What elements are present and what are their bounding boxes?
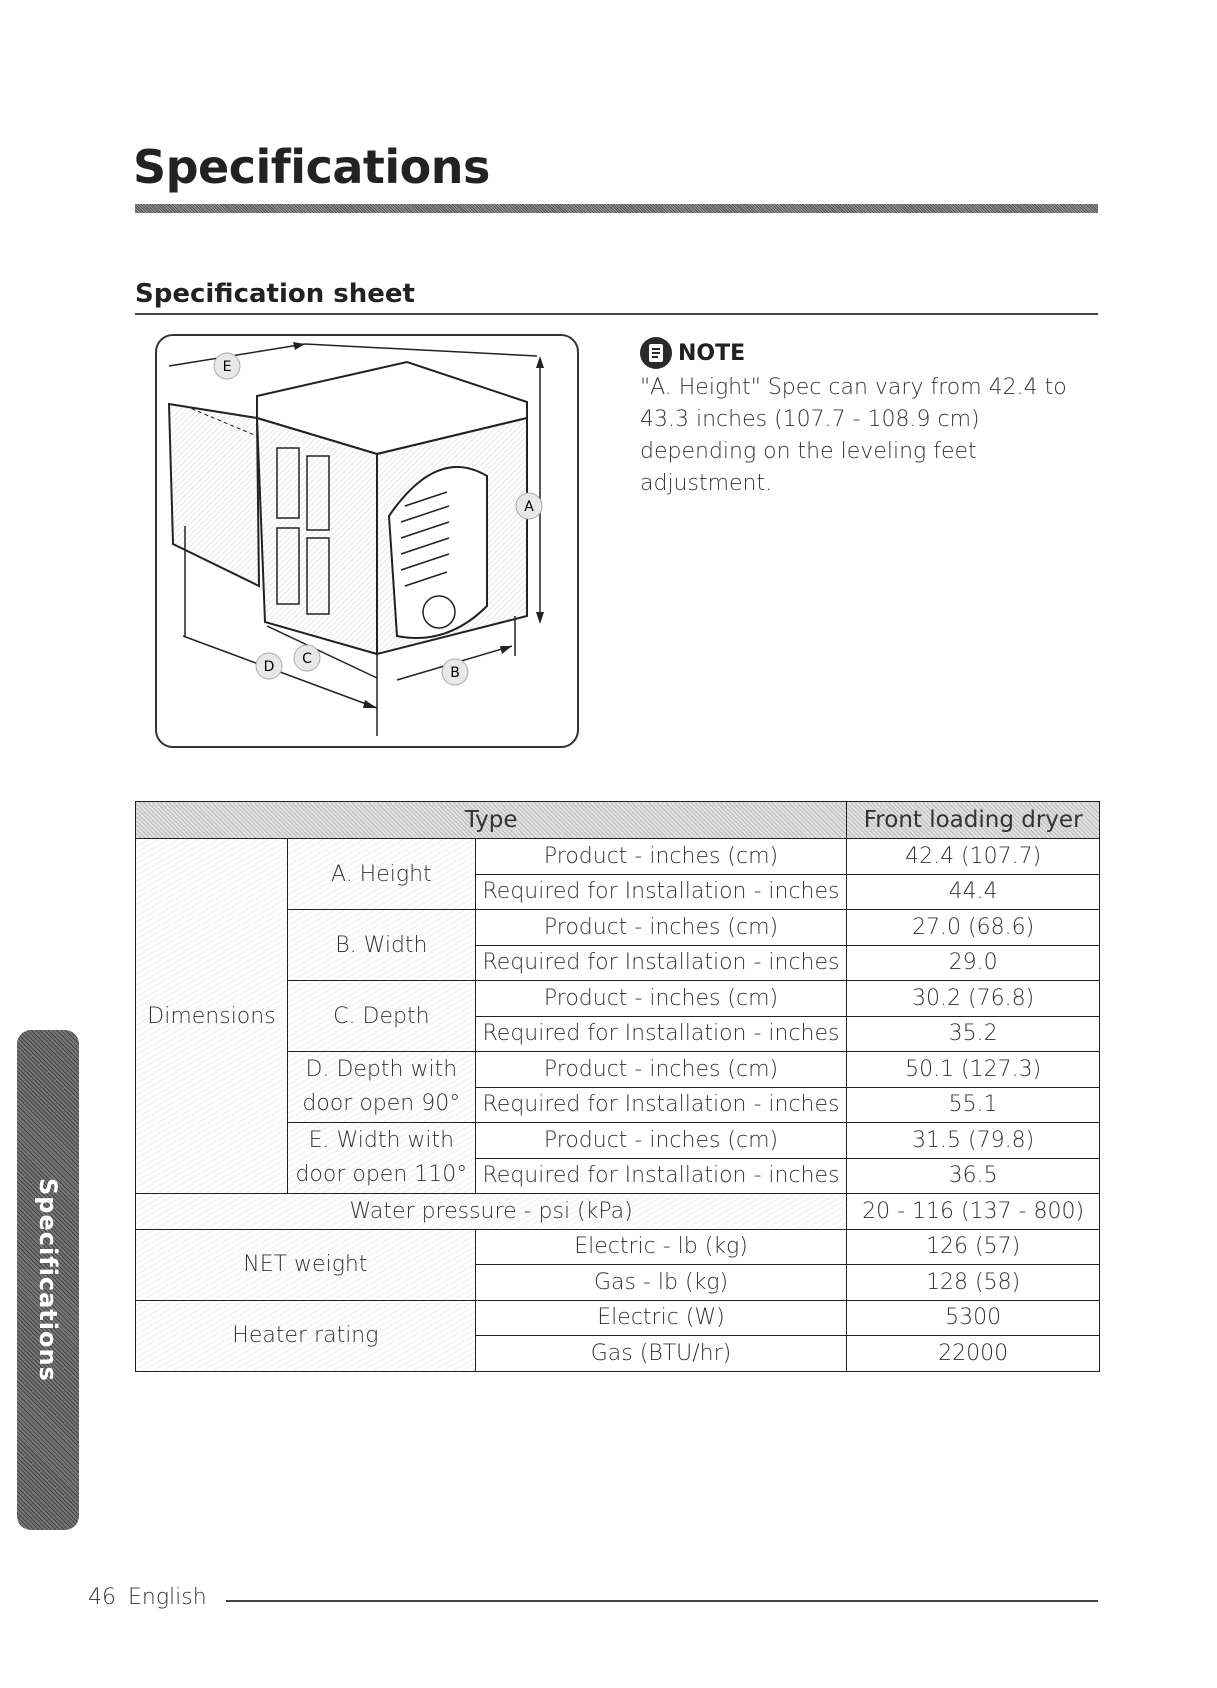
spec-label: Product - inches (cm) <box>475 981 847 1017</box>
side-section-tab <box>17 1030 79 1530</box>
spec-label: Product - inches (cm) <box>475 1123 847 1159</box>
spec-value: 5300 <box>847 1300 1100 1336</box>
table-row <box>136 1194 1100 1230</box>
dimension-label: D. Depth with door open 90° <box>287 1052 475 1123</box>
spec-value: 31.5 (79.8) <box>847 1123 1100 1159</box>
spec-value: 35.2 <box>847 1016 1100 1052</box>
table-header-row <box>136 802 1100 839</box>
table-row <box>136 1300 1100 1336</box>
table-row <box>136 1229 1100 1265</box>
spec-value: 29.0 <box>847 945 1100 981</box>
dryer-dimension-diagram <box>155 334 579 748</box>
heater-rating-label: Heater rating <box>136 1300 476 1371</box>
spec-label: Required for Installation - inches <box>475 1158 847 1194</box>
header-type: Type <box>136 802 847 839</box>
note-icon <box>640 337 672 369</box>
spec-value: 126 (57) <box>847 1229 1100 1265</box>
footer-language: English <box>128 1585 207 1610</box>
spec-label: Electric - lb (kg) <box>475 1229 847 1265</box>
label-b: B <box>450 665 460 681</box>
spec-label: Required for Installation - inches <box>475 1016 847 1052</box>
page-footer <box>88 1585 207 1610</box>
note-label: NOTE <box>678 340 746 366</box>
spec-label: Required for Installation - inches <box>475 1087 847 1123</box>
dimensions-label: Dimensions <box>136 839 288 1194</box>
label-e: E <box>222 359 232 375</box>
spec-value: 128 (58) <box>847 1265 1100 1301</box>
table-row <box>136 839 1100 875</box>
label-a: A <box>524 499 534 515</box>
dimension-label: B. Width <box>287 910 475 981</box>
title-rule <box>135 204 1098 213</box>
dimension-label: E. Width with door open 110° <box>287 1123 475 1194</box>
dryer-illustration <box>157 336 577 746</box>
header-front-loading-dryer: Front loading dryer <box>847 802 1100 839</box>
page-title: Specifications <box>133 140 490 194</box>
section-rule <box>135 313 1098 315</box>
spec-label: Gas - lb (kg) <box>475 1265 847 1301</box>
spec-value: 55.1 <box>847 1087 1100 1123</box>
specification-table <box>135 801 1100 1372</box>
label-c: C <box>302 651 312 667</box>
water-pressure-label: Water pressure - psi (kPa) <box>136 1194 847 1230</box>
spec-label: Product - inches (cm) <box>475 839 847 875</box>
spec-label: Required for Installation - inches <box>475 874 847 910</box>
spec-label: Gas (BTU/hr) <box>475 1336 847 1372</box>
note-text: "A. Height" Spec can vary from 42.4 to 43.3 inches (107.7 - 108.9 cm) depending on the leveling feet adjustment. <box>640 375 1067 496</box>
spec-value: 36.5 <box>847 1158 1100 1194</box>
spec-value: 22000 <box>847 1336 1100 1372</box>
side-tab-label: Specifications <box>34 1178 62 1382</box>
dimension-label: A. Height <box>287 839 475 910</box>
spec-value: 27.0 (68.6) <box>847 910 1100 946</box>
dimension-label: C. Depth <box>287 981 475 1052</box>
net-weight-label: NET weight <box>136 1229 476 1300</box>
label-d: D <box>263 659 275 675</box>
spec-value: 42.4 (107.7) <box>847 839 1100 875</box>
section-title: Specification sheet <box>135 279 415 309</box>
spec-value: 30.2 (76.8) <box>847 981 1100 1017</box>
footer-rule <box>226 1600 1098 1602</box>
page-number: 46 <box>88 1585 116 1610</box>
spec-label: Electric (W) <box>475 1300 847 1336</box>
water-pressure-value: 20 - 116 (137 - 800) <box>847 1194 1100 1230</box>
note-header <box>640 337 745 369</box>
spec-value: 50.1 (127.3) <box>847 1052 1100 1088</box>
spec-value: 44.4 <box>847 874 1100 910</box>
spec-label: Product - inches (cm) <box>475 1052 847 1088</box>
spec-label: Required for Installation - inches <box>475 945 847 981</box>
spec-label: Product - inches (cm) <box>475 910 847 946</box>
